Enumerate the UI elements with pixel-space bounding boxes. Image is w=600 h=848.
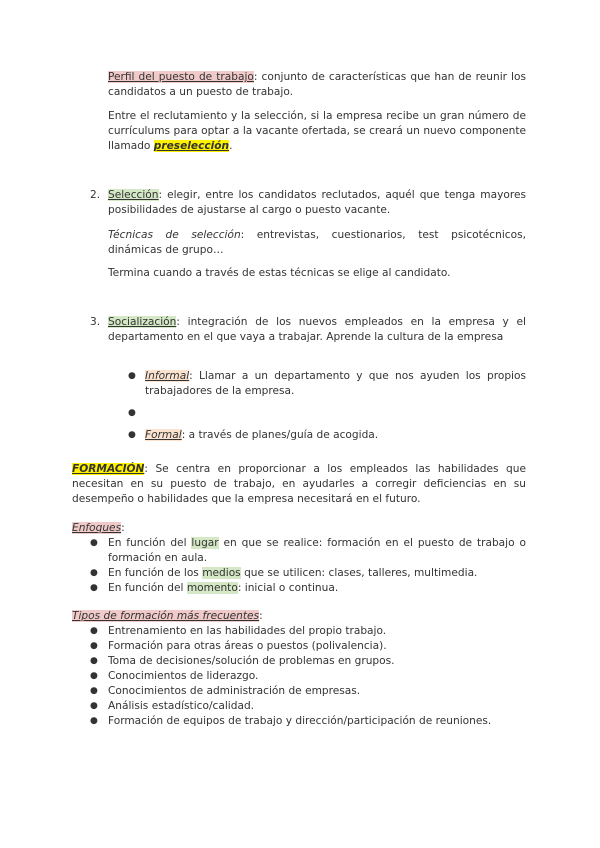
list-item bbox=[90, 714, 526, 729]
seleccion-paragraph bbox=[108, 188, 526, 218]
preseleccion-paragraph bbox=[108, 109, 526, 154]
enfoque-medios-after: que se utilicen: clases, talleres, multimedia. bbox=[240, 567, 478, 579]
perfil-term: Perfil del puesto de trabajo bbox=[108, 71, 254, 83]
tipo-item-text: Conocimientos de administración de empresas. bbox=[108, 685, 361, 697]
tecnicas-term: Técnicas de selección bbox=[108, 229, 241, 241]
enfoque-momento-after: : inicial o continua. bbox=[237, 582, 339, 594]
seleccion-number: 2. bbox=[90, 189, 101, 201]
socializacion-text: : integración de los nuevos empleados en la empresa y el departamento en el que vaya a trabajar. Aprende la cultura de la empresa bbox=[108, 316, 526, 343]
bullet-icon: ● bbox=[90, 538, 98, 548]
bullet-icon: ● bbox=[90, 641, 98, 651]
enfoques-colon: : bbox=[121, 522, 125, 534]
tipos-list bbox=[90, 624, 526, 729]
bullet-icon: ● bbox=[90, 656, 98, 666]
perfil-text: : conjunto de características que han de reunir los candidatos a un puesto de trabajo. bbox=[108, 71, 526, 98]
tipo-item-text: Análisis estadístico/calidad. bbox=[108, 700, 255, 712]
enfoques-list bbox=[90, 536, 526, 596]
enfoque-momento-before: En función del bbox=[108, 582, 187, 594]
informal-term: Informal bbox=[145, 370, 190, 382]
list-item bbox=[128, 369, 526, 399]
tipos-heading bbox=[72, 609, 263, 624]
bullet-icon: ● bbox=[90, 701, 98, 711]
tipo-item-text: Formación de equipos de trabajo y dirección/participación de reuniones. bbox=[108, 715, 492, 727]
list-item bbox=[90, 699, 526, 714]
preseleccion-text-after: . bbox=[229, 140, 233, 152]
tipo-item-text: Toma de decisiones/solución de problemas en grupos. bbox=[108, 655, 395, 667]
tipos-heading-text: Tipos de formación más frecuentes bbox=[72, 610, 260, 622]
tipos-colon: : bbox=[259, 610, 263, 622]
formal-term: Formal bbox=[145, 429, 182, 441]
list-item bbox=[90, 654, 526, 669]
list-item bbox=[128, 406, 526, 421]
enfoque-lugar-term: lugar bbox=[191, 537, 219, 549]
list-item bbox=[90, 669, 526, 684]
bullet-icon: ● bbox=[90, 626, 98, 636]
list-item bbox=[90, 624, 526, 639]
list-item bbox=[90, 639, 526, 654]
bullet-icon: ● bbox=[128, 408, 136, 418]
formal-text: : a través de planes/guía de acogida. bbox=[181, 429, 379, 441]
enfoques-heading bbox=[72, 521, 125, 536]
list-item bbox=[90, 536, 526, 566]
seleccion-term: Selección bbox=[108, 189, 159, 201]
tipo-item-text: Conocimientos de liderazgo. bbox=[108, 670, 259, 682]
socializacion-paragraph bbox=[108, 315, 526, 345]
enfoque-medios-term: medios bbox=[202, 567, 241, 579]
formacion-text: : Se centra en proporcionar a los empleados las habilidades que necesitan en su puesto de trabajo, en ayudarles a corregir deficiencias en su desempeño o habilidades que la empresa necesitará en el futuro. bbox=[72, 463, 526, 505]
formacion-paragraph bbox=[72, 462, 526, 507]
bullet-icon: ● bbox=[128, 430, 136, 440]
seleccion-text: : elegir, entre los candidatos reclutados, aquél que tenga mayores posibilidades de ajustarse al cargo o puesto vacante. bbox=[108, 189, 526, 216]
list-item bbox=[90, 566, 526, 581]
bullet-icon: ● bbox=[90, 568, 98, 578]
socializacion-list bbox=[128, 369, 526, 443]
tecnicas-text: : entrevistas, cuestionarios, test psicotécnicos, dinámicas de grupo… bbox=[108, 229, 526, 256]
socializacion-number: 3. bbox=[90, 316, 101, 328]
tipo-item-text: Formación para otras áreas o puestos (polivalencia). bbox=[108, 640, 387, 652]
list-item bbox=[90, 581, 526, 596]
bullet-icon: ● bbox=[90, 686, 98, 696]
enfoque-momento-term: momento bbox=[186, 582, 238, 594]
bullet-icon: ● bbox=[128, 371, 136, 381]
preseleccion-text-before: Entre el reclutamiento y la selección, si la empresa recibe un gran número de currículums para optar a la vacante ofertada, se creará un nuevo componente llamado bbox=[108, 110, 526, 152]
bullet-icon: ● bbox=[90, 716, 98, 726]
socializacion-term: Socialización bbox=[108, 316, 177, 328]
preseleccion-term: preselección bbox=[153, 140, 230, 152]
termina-paragraph: Termina cuando a través de estas técnicas se elige al candidato. bbox=[108, 267, 451, 279]
tecnicas-paragraph bbox=[108, 228, 526, 258]
list-item bbox=[90, 684, 526, 699]
enfoque-medios-before: En función de los bbox=[108, 567, 203, 579]
tipo-item-text: Entrenamiento en las habilidades del propio trabajo. bbox=[108, 625, 387, 637]
formacion-term: FORMACIÓN bbox=[72, 463, 145, 475]
enfoque-lugar-after: en que se realice: formación en el puesto de trabajo o formación en aula. bbox=[108, 537, 526, 564]
bullet-icon: ● bbox=[90, 671, 98, 681]
list-item bbox=[128, 428, 526, 443]
enfoques-heading-text: Enfoques bbox=[72, 522, 122, 534]
enfoque-lugar-before: En función del bbox=[108, 537, 192, 549]
informal-text: : Llamar a un departamento y que nos ayuden los propios trabajadores de la empresa. bbox=[145, 370, 526, 397]
bullet-icon: ● bbox=[90, 583, 98, 593]
perfil-paragraph bbox=[108, 70, 526, 100]
